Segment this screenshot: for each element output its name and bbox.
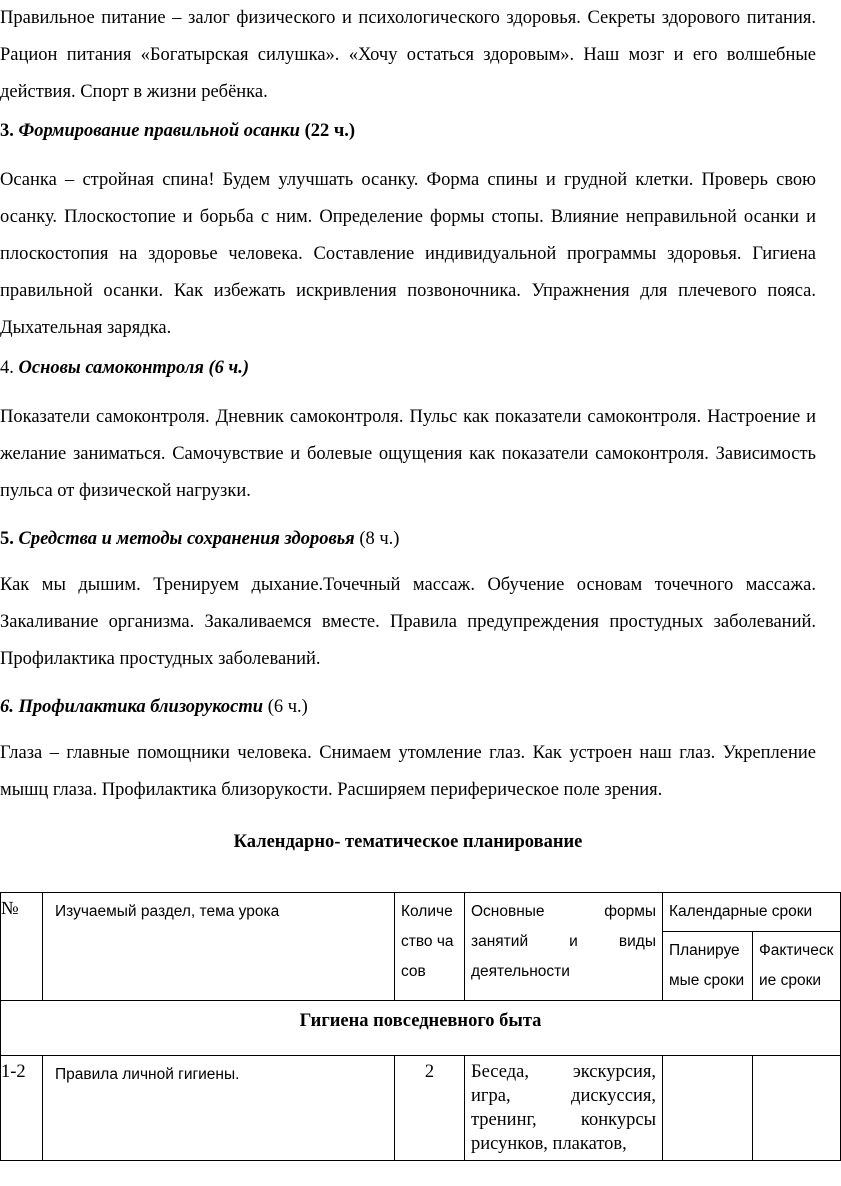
section-title: Основы самоконтроля (6 ч.) [18, 358, 250, 378]
header-hours: Количество часов [395, 893, 465, 1001]
section-title: Профилактика близорукости [18, 697, 264, 717]
row-hours: 2 [395, 1056, 465, 1161]
section-hours: (22 ч.) [299, 121, 356, 141]
table-header-row [1, 893, 841, 932]
section-body-4: Показатели самоконтроля. Дневник самоконтроля. Пульс как показатели самоконтроля. Настроение и желание заниматься. Самочувствие и болевые ощущения как показатели самоконтроля. Зависимость пульса от физической нагрузки. [0, 407, 816, 501]
header-num: № [1, 893, 43, 1001]
header-actual: Фактические сроки [753, 932, 841, 1001]
row-topic: Правила личной гигиены. [43, 1056, 395, 1161]
row-num: 1-2 [1, 1056, 43, 1161]
section-body-5: Как мы дышим. Тренируем дыхание.Точечный массаж. Обучение основам точечного массажа. Закаливание организма. Закаливаемся вместе. Правила предупреждения простудных заболеваний. Профилактика простудных заболеваний. [0, 575, 816, 669]
section-heading-3 [0, 119, 816, 143]
intro-paragraph: Правильное питание – залог физического и психологического здоровья. Секреты здорового питания. Рацион питания «Богатырская силушка». «Хочу остаться здоровым». Наш мозг и его волшебные действия. Спорт в жизни ребёнка. [0, 8, 816, 102]
row-forms: Беседа, экскурсия, игра, дискуссия, тренинг, конкурсы рисунков, плакатов, [465, 1056, 663, 1161]
section-hours: (8 ч.) [354, 529, 400, 549]
table-section-row [1, 1001, 841, 1056]
row-planned [663, 1056, 753, 1161]
section-body-3: Осанка – стройная спина! Будем улучшать осанку. Форма спины и грудной клетки. Проверь свою осанку. Плоскостопие и борьба с ним. Определение формы стопы. Влияние неправильной осанки и плоскостопия на здоровье человека. Составление индивидуальной программы здоровья. Гигиена правильной осанки. Как избежать искривления позвоночника. Упражнения для плечевого пояса. Дыхательная зарядка. [0, 170, 816, 338]
section-heading-4 [0, 356, 816, 380]
section-hours: (6 ч.) [263, 697, 308, 717]
header-topic: Изучаемый раздел, тема урока [43, 893, 395, 1001]
table-section-title: Гигиена повседневного быта [1, 1001, 841, 1056]
section-number: 3. [0, 121, 19, 141]
section-number: 4. [0, 358, 19, 378]
section-title: Формирование правильной осанки [18, 121, 300, 141]
section-title: Средства и методы сохранения здоровья [18, 529, 355, 549]
plan-table [0, 892, 841, 1161]
row-actual [753, 1056, 841, 1161]
section-number: 6. [0, 697, 19, 717]
header-planned: Планируемые сроки [663, 932, 753, 1001]
section-heading-6 [0, 695, 816, 719]
section-body-6: Глаза – главные помощники человека. Снимаем утомление глаз. Как устроен наш глаз. Укрепление мышц глаза. Профилактика близорукости. Расширяем периферическое поле зрения. [0, 743, 816, 800]
section-number: 5. [0, 529, 19, 549]
table-row [1, 1056, 841, 1161]
section-heading-5 [0, 527, 816, 551]
plan-title: Календарно- тематическое планирование [233, 832, 583, 852]
header-dates: Календарные сроки [663, 893, 841, 932]
header-forms: Основные формы занятий и виды деятельности [465, 893, 663, 1001]
